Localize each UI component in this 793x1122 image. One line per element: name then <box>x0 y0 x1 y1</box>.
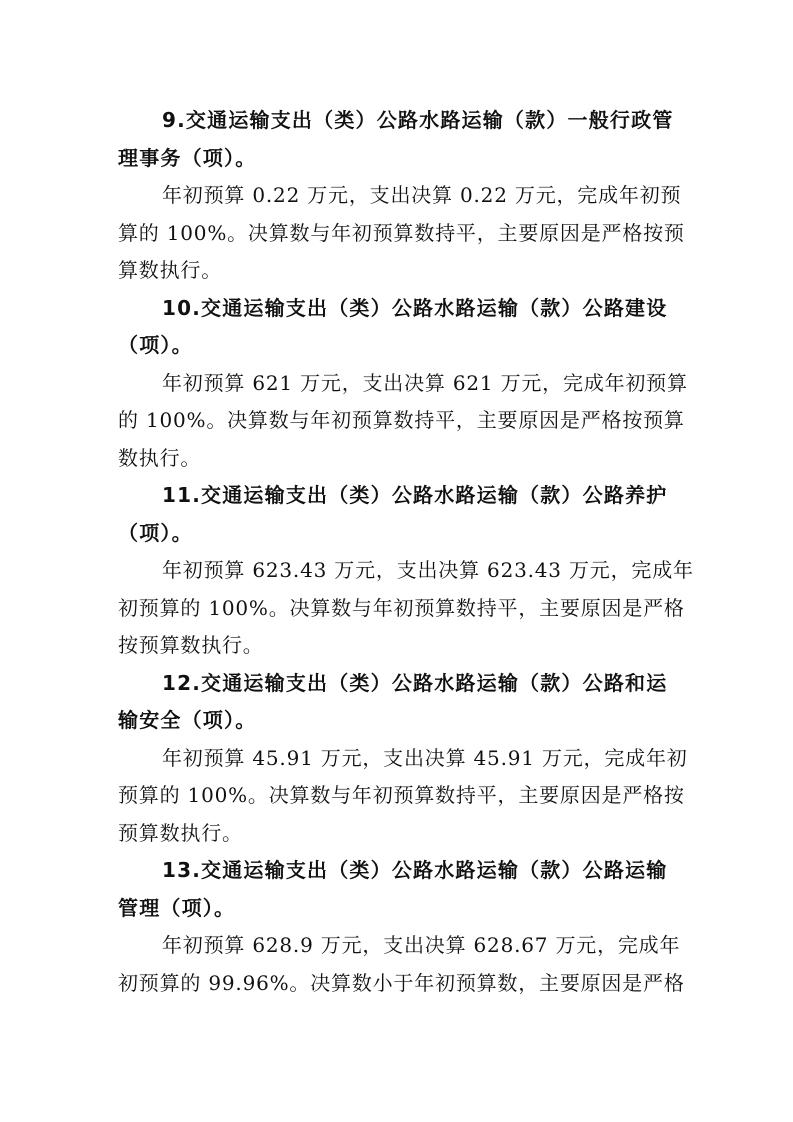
paragraph-line: 按预算数执行。 <box>118 633 264 657</box>
paragraph-line: 年初预算 45.91 万元，支出决算 45.91 万元，完成年初 <box>162 745 688 770</box>
paragraph-line: 年初预算 623.43 万元，支出决算 623.43 万元，完成年 <box>162 558 694 582</box>
section-heading-line: 管理（项）。 <box>118 895 236 920</box>
paragraph-line: 年初预算 0.22 万元，支出决算 0.22 万元，完成年初预 <box>162 183 682 207</box>
paragraph-line: 算的 100%。决算数与年初预算数持平，主要原因是严格按预 <box>118 220 685 245</box>
section-heading-line: （项）。 <box>118 333 193 357</box>
section-heading-line: 输安全（项）。 <box>118 708 257 732</box>
section-9 <box>118 102 685 290</box>
paragraph-line: 初预算的 100%。决算数与年初预算数持平，主要原因是严格 <box>118 595 685 620</box>
paragraph-line: 年初预算 628.9 万元，支出决算 628.67 万元，完成年 <box>162 933 681 957</box>
section-heading-line: 11.交通运输支出（类）公路水路运输（款）公路养护 <box>162 483 668 507</box>
section-13 <box>118 852 685 1002</box>
section-12 <box>118 665 688 853</box>
section-heading-line: （项）。 <box>118 520 193 545</box>
section-heading-line: 理事务（项）。 <box>118 145 257 170</box>
paragraph-line: 算数执行。 <box>118 258 222 282</box>
paragraph-line: 初预算的 99.96%。决算数小于年初预算数，主要原因是严格 <box>118 970 685 995</box>
section-11 <box>118 477 694 665</box>
section-heading-line: 10.交通运输支出（类）公路水路运输（款）公路建设 <box>162 295 668 320</box>
paragraph-line: 预算的 100%。决算数与年初预算数持平，主要原因是严格按 <box>118 783 685 807</box>
section-heading-line: 9.交通运输支出（类）公路水路运输（款）一般行政管 <box>162 108 674 132</box>
document-body <box>118 102 694 1002</box>
section-heading-line: 12.交通运输支出（类）公路水路运输（款）公路和运 <box>162 670 668 695</box>
section-10 <box>118 290 688 478</box>
paragraph-line: 年初预算 621 万元，支出决算 621 万元，完成年初预算 <box>162 370 688 395</box>
paragraph-line: 的 100%。决算数与年初预算数持平，主要原因是严格按预算 <box>118 408 685 432</box>
section-heading-line: 13.交通运输支出（类）公路水路运输（款）公路运输 <box>162 858 668 882</box>
paragraph-line: 预算数执行。 <box>118 820 243 845</box>
paragraph-line: 数执行。 <box>118 445 202 470</box>
